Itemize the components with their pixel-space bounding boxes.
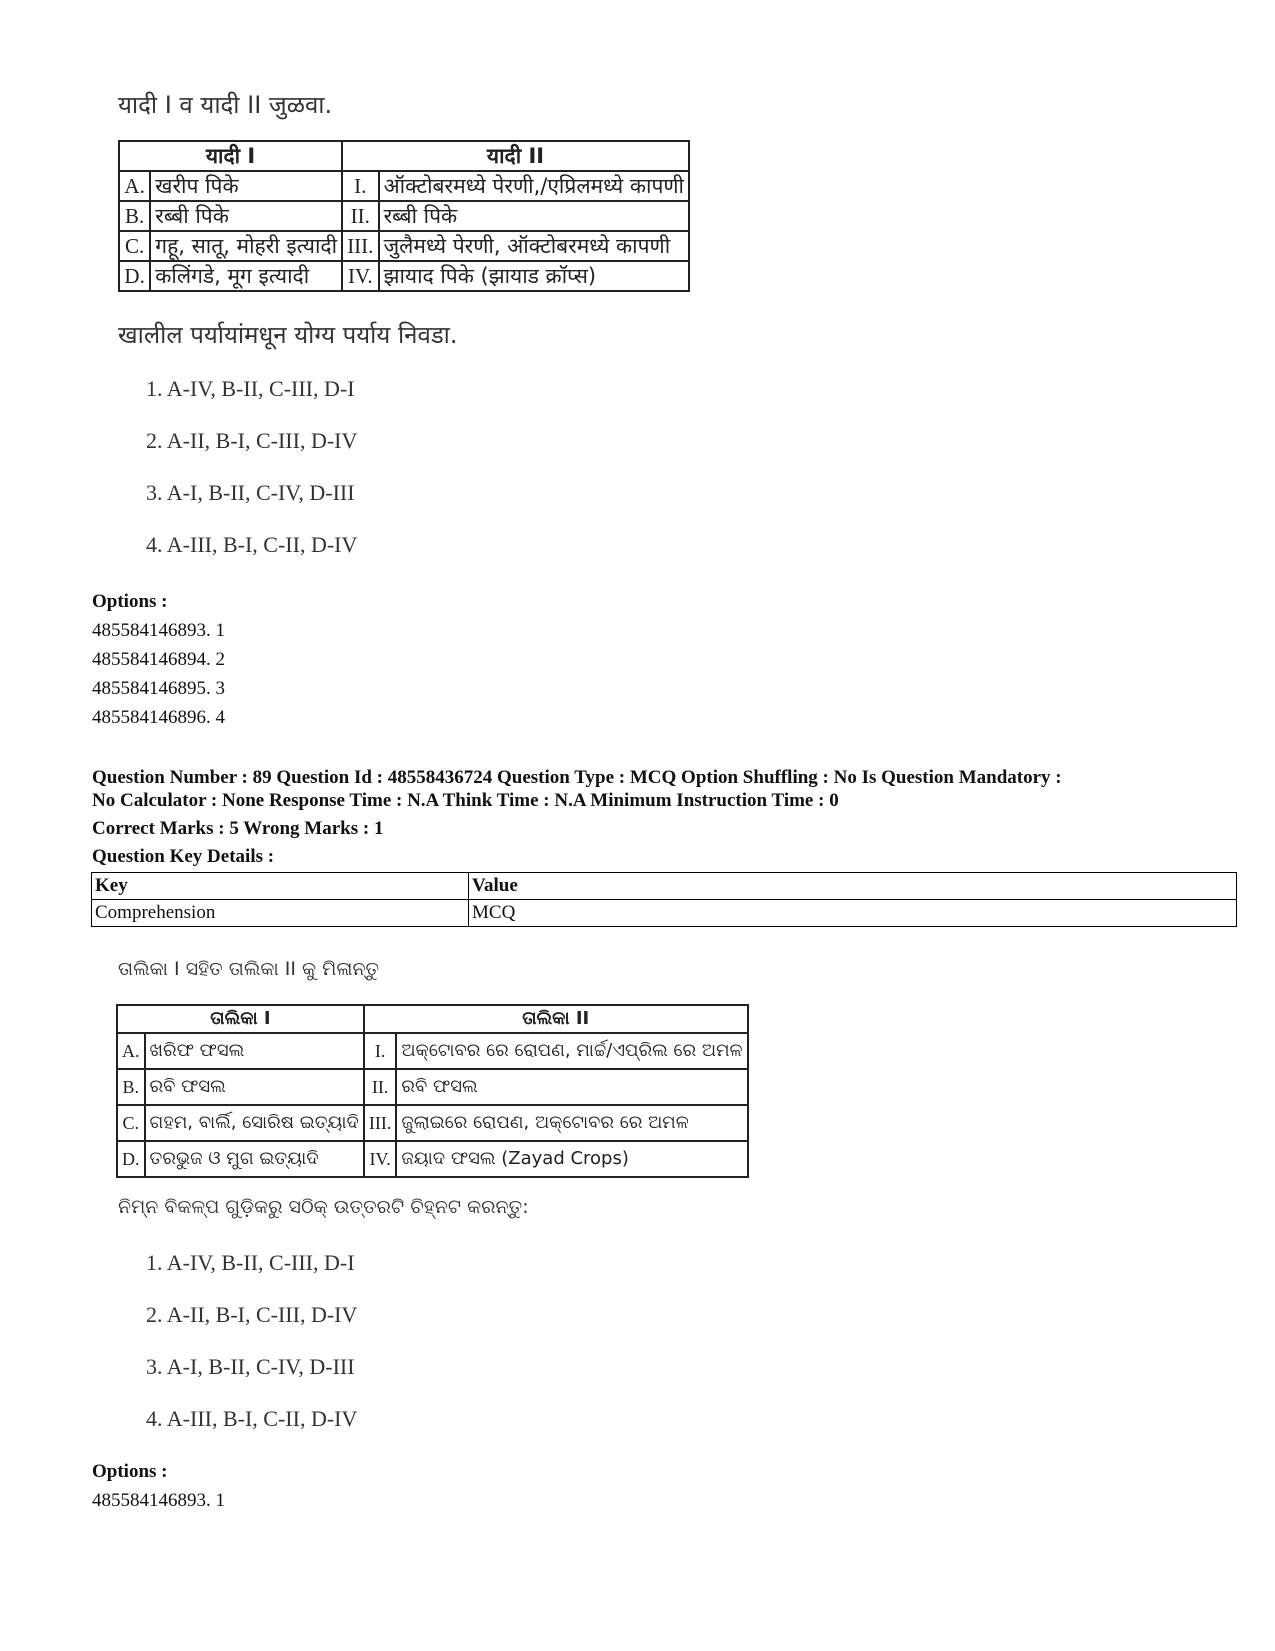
q2-choice-4: 4. A-III, B-I, C-II, D-IV: [146, 1406, 358, 1431]
option-item: 485584146896. 4: [92, 707, 225, 728]
table-row: [117, 1033, 748, 1069]
row-match: ଜୟାଦ ଫସଲ (Zayad Crops): [396, 1141, 747, 1177]
q1-prompt: खालील पर्यायांमधून योग्य पर्याय निवडा.: [118, 321, 458, 349]
q1-choice-3: 3. A-I, B-II, C-IV, D-III: [146, 480, 355, 505]
value-header: Value: [469, 873, 1237, 900]
row-letter: C.: [119, 231, 150, 261]
row-match: ରବି ଫସଲ: [396, 1069, 747, 1105]
table-row: [119, 171, 689, 201]
row-item: रब्बी पिके: [150, 201, 342, 231]
row-numeral: I.: [342, 171, 379, 201]
q2-table-header: [117, 1005, 748, 1033]
key-header: Key: [92, 873, 469, 900]
row-numeral: III.: [364, 1105, 396, 1141]
row-item: ଖରିଫ ଫସଲ: [145, 1033, 364, 1069]
table-row: [117, 1141, 748, 1177]
q2-header-list2: ତାଲିକା II: [364, 1005, 748, 1033]
row-letter: A.: [119, 171, 150, 201]
row-item: ରବି ଫସଲ: [145, 1069, 364, 1105]
table-row: [117, 1069, 748, 1105]
key-table-header: [92, 873, 1237, 900]
table-row: [119, 231, 689, 261]
row-match: ଜୁଲାଇରେ ରୋପଣ, ଅକ୍ଟୋବର ରେ ଅମଳ: [396, 1105, 747, 1141]
row-letter: B.: [117, 1069, 145, 1105]
table-row: [119, 261, 689, 291]
value-cell: MCQ: [469, 900, 1237, 927]
q1-choice-2: 2. A-II, B-I, C-III, D-IV: [146, 428, 358, 453]
q2-prompt: ନିମ୍ନ ବିକଳ୍ପ ଗୁଡ଼ିକରୁ ସଠିକ୍ ଉତ୍ତରଟି ଚିହ୍ନଟ କରନ୍ତୁ:: [118, 1196, 529, 1218]
row-item: कलिंगडे, मूग इत्यादी: [150, 261, 342, 291]
q1-header-list1: यादी I: [119, 141, 342, 171]
q2-key-details-label: Question Key Details :: [92, 846, 275, 867]
row-numeral: I.: [364, 1033, 396, 1069]
row-item: गहू, सातू, मोहरी इत्यादी: [150, 231, 342, 261]
row-match: झायाद पिके (झायाड क्रॉप्स): [379, 261, 689, 291]
row-match: ଅକ୍ଟୋବର ରେ ରୋପଣ, ମାର୍ଚ୍ଚ/ଏପ୍ରିଲ ରେ ଅମଳ: [396, 1033, 747, 1069]
option-item: 485584146893. 1: [92, 620, 225, 641]
q2-choice-3: 3. A-I, B-II, C-IV, D-III: [146, 1354, 355, 1379]
row-numeral: IV.: [364, 1141, 396, 1177]
q2-marks: Correct Marks : 5 Wrong Marks : 1: [92, 818, 384, 839]
q2-match-table: [116, 1004, 749, 1178]
q2-header-list1: ତାଲିକା I: [117, 1005, 364, 1033]
table-row: [119, 201, 689, 231]
q2-options-list: [92, 1486, 225, 1515]
q1-options-list: [92, 616, 225, 732]
row-numeral: II.: [342, 201, 379, 231]
row-match: ऑक्टोबरमध्ये पेरणी,/एप्रिलमध्ये कापणी: [379, 171, 689, 201]
question-key-table: [91, 872, 1237, 927]
row-match: जुलैमध्ये पेरणी, ऑक्टोबरमध्ये कापणी: [379, 231, 689, 261]
row-item: ଗହମ, ବାର୍ଲି, ସୋରିଷ ଇତ୍ୟାଦି: [145, 1105, 364, 1141]
row-numeral: IV.: [342, 261, 379, 291]
q1-choice-1: 1. A-IV, B-II, C-III, D-I: [146, 376, 355, 401]
row-letter: B.: [119, 201, 150, 231]
row-letter: A.: [117, 1033, 145, 1069]
key-cell: Comprehension: [92, 900, 469, 927]
table-row: [117, 1105, 748, 1141]
row-numeral: II.: [364, 1069, 396, 1105]
row-numeral: III.: [342, 231, 379, 261]
q2-instruction: ତାଲିକା I ସହିତ ତାଲିକା II କୁ ମିଳାନ୍ତୁ: [118, 958, 380, 980]
row-letter: D.: [119, 261, 150, 291]
q1-header-list2: यादी II: [342, 141, 689, 171]
row-item: खरीप पिके: [150, 171, 342, 201]
q2-meta-line1: Question Number : 89 Question Id : 48558436724 Question Type : MCQ Option Shuffling : No Is Question Mandatory :: [92, 767, 1062, 788]
option-item: 485584146893. 1: [92, 1490, 225, 1511]
row-letter: C.: [117, 1105, 145, 1141]
option-item: 485584146894. 2: [92, 649, 225, 670]
q1-instruction: यादी I व यादी II जुळवा.: [118, 91, 333, 119]
q1-choice-4: 4. A-III, B-I, C-II, D-IV: [146, 532, 358, 557]
row-letter: D.: [117, 1141, 145, 1177]
q2-options-label: Options :: [92, 1461, 168, 1482]
q2-meta-line2: No Calculator : None Response Time : N.A Think Time : N.A Minimum Instruction Time : 0: [92, 790, 839, 811]
option-item: 485584146895. 3: [92, 678, 225, 699]
row-item: ତରଭୁଜ ଓ ମୁଗ ଇତ୍ୟାଦି: [145, 1141, 364, 1177]
q2-choice-1: 1. A-IV, B-II, C-III, D-I: [146, 1250, 355, 1275]
table-row: [92, 900, 1237, 927]
q2-choice-2: 2. A-II, B-I, C-III, D-IV: [146, 1302, 358, 1327]
q1-options-label: Options :: [92, 591, 168, 612]
row-match: रब्बी पिके: [379, 201, 689, 231]
q1-match-table: [118, 140, 690, 292]
q1-table-header: [119, 141, 689, 171]
